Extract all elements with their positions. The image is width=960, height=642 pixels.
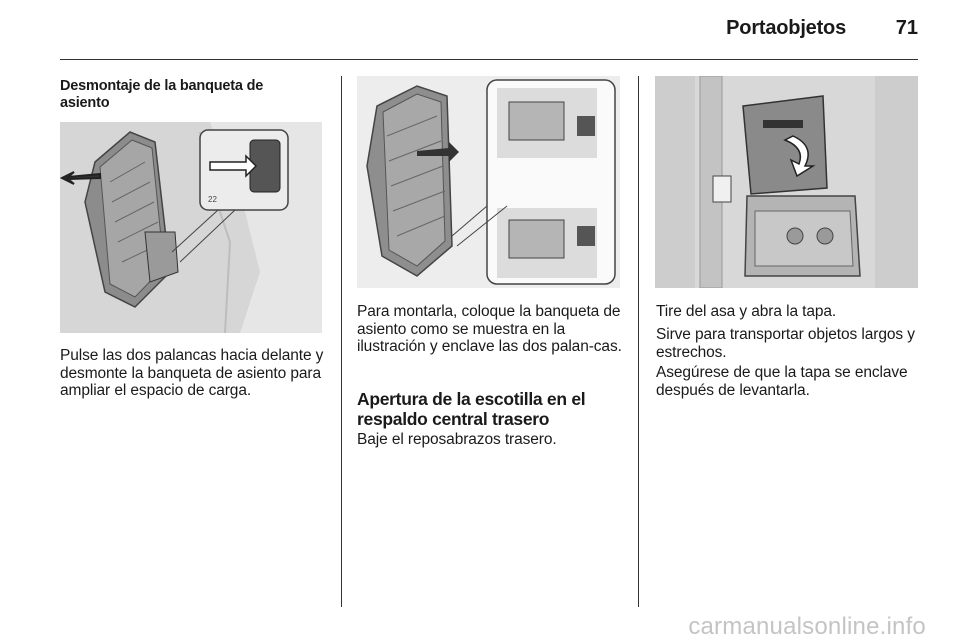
column-divider [341, 76, 342, 607]
inset-label: 22 [208, 195, 217, 204]
hatch-illustration [655, 76, 918, 288]
paragraph: Baje el reposabrazos trasero. [357, 431, 557, 448]
header-rule [60, 59, 918, 60]
section-heading: Apertura de la escotilla en el respaldo central trasero [357, 389, 586, 429]
page-title: Portaobjetos [726, 17, 846, 39]
column-divider [638, 76, 639, 607]
seat-removal-illustration [60, 122, 322, 333]
subsection-heading: Desmontaje de la banqueta de asiento [60, 78, 264, 111]
paragraph: Sirve para transportar objetos largos y estrechos. [656, 326, 915, 361]
paragraph: Pulse las dos palancas hacia delante y desmonte la banqueta de asiento para ampliar el espacio de carga. [60, 347, 324, 399]
paragraph: Tire del asa y abra la tapa. [656, 303, 837, 320]
paragraph: Para montarla, coloque la banqueta de asiento como se muestra en la ilustración y enclave las dos palan-cas. [357, 303, 622, 355]
paragraph: Asegúrese de que la tapa se enclave después de levantarla. [656, 364, 908, 399]
seat-mounting-illustration [357, 76, 620, 288]
page-number: 71 [895, 17, 918, 39]
watermark: carmanualsonline.info [688, 613, 926, 640]
